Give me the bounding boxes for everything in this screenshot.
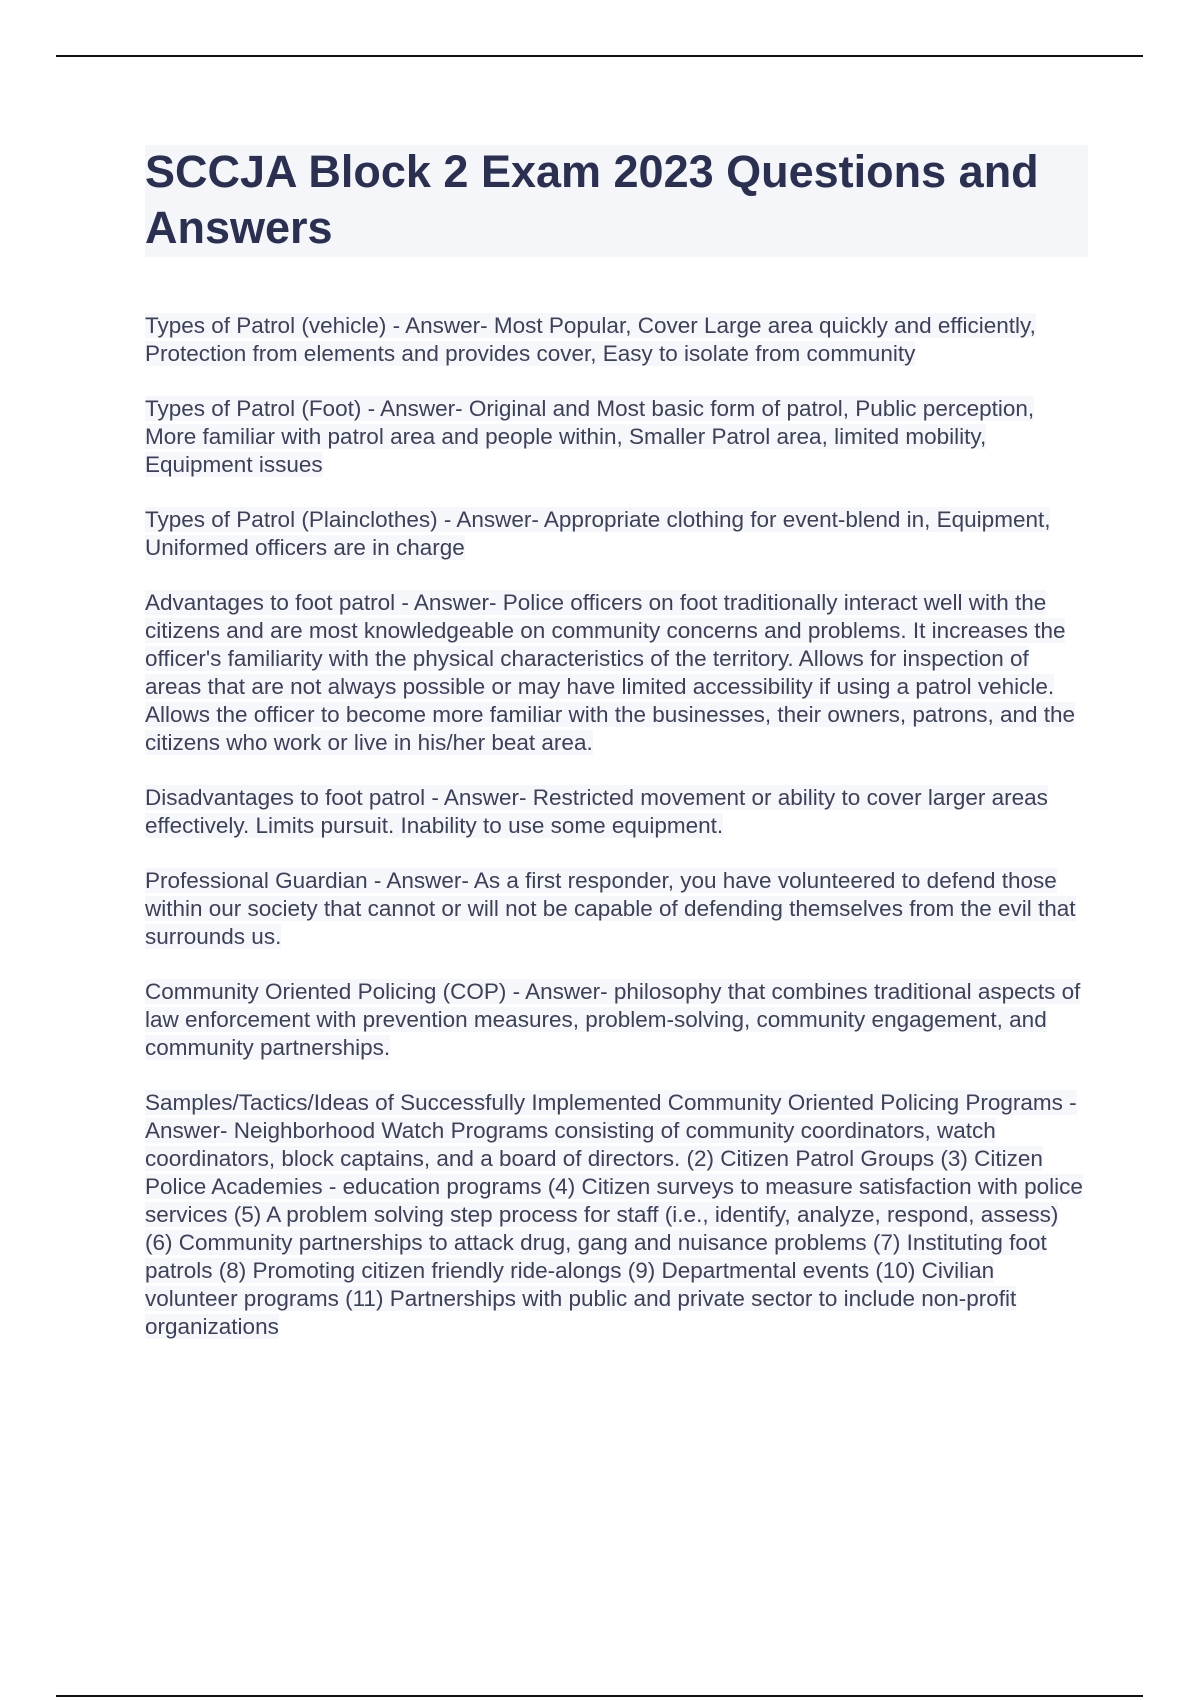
qa-item <box>145 1089 1085 1341</box>
bottom-divider <box>56 1695 1143 1697</box>
qa-text: Samples/Tactics/Ideas of Successfully Implemented Community Oriented Policing Programs - Answer- Neighborhood Watch Programs consisting of community coordinators, watch coordinators, block captains, and a board of directors. (2) Citizen Patrol Groups (3) Citizen Police Academies - education programs (4) Citizen surveys to measure satisfaction with police services (5) A problem solving step process for staff (i.e., identify, analyze, respond, assess) (6) Community partnerships to attack drug, gang and nuisance problems (7) Instituting foot patrols (8) Promoting citizen friendly ride-alongs (9) Departmental events (10) Civilian volunteer programs (11) Partnerships with public and private sector to include non-profit organizations <box>145 1090 1083 1339</box>
qa-list <box>145 312 1085 1368</box>
qa-item <box>145 867 1085 951</box>
qa-item <box>145 312 1085 368</box>
qa-item <box>145 784 1085 840</box>
qa-text: Types of Patrol (Plainclothes) - Answer- Appropriate clothing for event-blend in, Equipment, Uniformed officers are in charge <box>145 507 1051 560</box>
qa-item <box>145 506 1085 562</box>
top-divider <box>56 55 1143 57</box>
qa-text: Advantages to foot patrol - Answer- Police officers on foot traditionally interact well with the citizens and are most knowledgeable on community concerns and problems. It increases the officer's familiarity with the physical characteristics of the territory. Allows for inspection of areas that are not always possible or may have limited accessibility if using a patrol vehicle. Allows the officer to become more familiar with the businesses, their owners, patrons, and the citizens who work or live in his/her beat area. <box>145 590 1076 755</box>
qa-text: Types of Patrol (vehicle) - Answer- Most Popular, Cover Large area quickly and efficiently, Protection from elements and provides cover, Easy to isolate from community <box>145 313 1036 366</box>
qa-text: Professional Guardian - Answer- As a first responder, you have volunteered to defend those within our society that cannot or will not be capable of defending themselves from the evil that surrounds us. <box>145 868 1076 949</box>
qa-text: Disadvantages to foot patrol - Answer- Restricted movement or ability to cover larger areas effectively. Limits pursuit. Inability to use some equipment. <box>145 785 1048 838</box>
qa-text: Types of Patrol (Foot) - Answer- Original and Most basic form of patrol, Public perception, More familiar with patrol area and people within, Smaller Patrol area, limited mobility, Equipment issues <box>145 396 1035 477</box>
qa-text: Community Oriented Policing (COP) - Answer- philosophy that combines traditional aspects of law enforcement with prevention measures, problem-solving, community engagement, and community partnerships. <box>145 979 1081 1060</box>
qa-item <box>145 978 1085 1062</box>
qa-item <box>145 395 1085 479</box>
qa-item <box>145 589 1085 757</box>
page-title: SCCJA Block 2 Exam 2023 Questions and Answers <box>145 146 1039 253</box>
